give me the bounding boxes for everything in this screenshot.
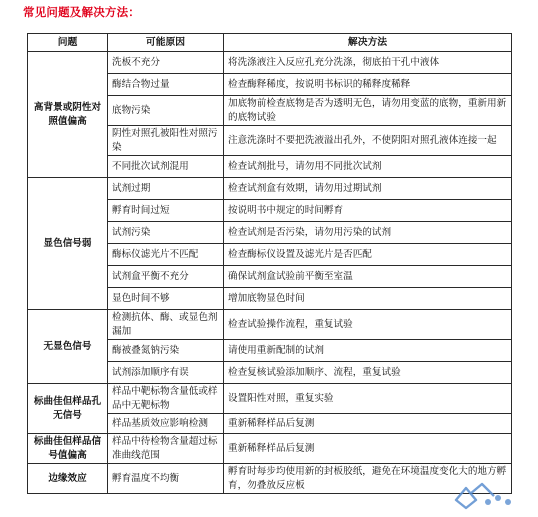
issue-cell: 标曲佳但样品信号值偏高 bbox=[28, 434, 108, 464]
troubleshooting-table bbox=[27, 33, 512, 494]
table-row bbox=[28, 464, 512, 494]
cause-cell: 洗板不充分 bbox=[108, 52, 224, 74]
header-cause: 可能原因 bbox=[108, 34, 224, 52]
cause-cell: 孵育时间过短 bbox=[108, 200, 224, 222]
cause-cell: 底物污染 bbox=[108, 96, 224, 126]
table-row bbox=[28, 52, 512, 74]
solution-cell: 检查试验操作流程，重复试验 bbox=[224, 310, 512, 340]
section-title: 常见问题及解决方法： bbox=[23, 5, 140, 19]
issue-cell: 无显色信号 bbox=[28, 310, 108, 384]
table-row bbox=[28, 310, 512, 340]
cause-cell: 酶结合物过量 bbox=[108, 74, 224, 96]
cause-cell: 酶标仪滤光片不匹配 bbox=[108, 244, 224, 266]
table-row bbox=[28, 434, 512, 464]
solution-cell: 检查复核试验添加顺序、流程，重复试验 bbox=[224, 362, 512, 384]
cause-cell: 酶被叠氮钠污染 bbox=[108, 340, 224, 362]
cause-cell: 样品基质效应影响检测 bbox=[108, 414, 224, 434]
header-issue: 问题 bbox=[28, 34, 108, 52]
solution-cell: 按说明书中规定的时间孵育 bbox=[224, 200, 512, 222]
solution-cell: 增加底物显色时间 bbox=[224, 288, 512, 310]
cause-cell: 显色时间不够 bbox=[108, 288, 224, 310]
cause-cell: 试剂添加顺序有误 bbox=[108, 362, 224, 384]
issue-cell: 高背景或阴性对照值偏高 bbox=[28, 52, 108, 178]
cause-cell: 试剂过期 bbox=[108, 178, 224, 200]
cause-cell: 孵育温度不均衡 bbox=[108, 464, 224, 494]
solution-cell: 重新稀释样品后复测 bbox=[224, 414, 512, 434]
cause-cell: 不同批次试剂混用 bbox=[108, 156, 224, 178]
cause-cell: 试剂盒平衡不充分 bbox=[108, 266, 224, 288]
solution-cell: 设置阳性对照，重复实验 bbox=[224, 384, 512, 414]
cause-cell: 样品中待检物含量超过标准曲线范围 bbox=[108, 434, 224, 464]
solution-cell: 检查试剂批号，请勿用不同批次试剂 bbox=[224, 156, 512, 178]
cause-cell: 阴性对照孔被阳性对照污染 bbox=[108, 126, 224, 156]
solution-cell: 确保试剂盒试验前平衡至室温 bbox=[224, 266, 512, 288]
solution-cell: 检查酶释稀度，按说明书标识的稀释度稀释 bbox=[224, 74, 512, 96]
solution-cell: 检查酶标仪设置及滤光片是否匹配 bbox=[224, 244, 512, 266]
solution-cell: 将洗涤液注入反应孔充分洗涤，彻底拍干孔中液体 bbox=[224, 52, 512, 74]
table-row bbox=[28, 178, 512, 200]
solution-cell: 检查试剂是否污染，请勿用污染的试剂 bbox=[224, 222, 512, 244]
cause-cell: 试剂污染 bbox=[108, 222, 224, 244]
solution-cell: 注意洗涤时不要把洗液溢出孔外，不使阴阳对照孔液体连接一起 bbox=[224, 126, 512, 156]
issue-cell: 边缘效应 bbox=[28, 464, 108, 494]
solution-cell: 检查试剂盒有效期，请勿用过期试剂 bbox=[224, 178, 512, 200]
header-solution: 解决方法 bbox=[224, 34, 512, 52]
solution-cell: 请使用重新配制的试剂 bbox=[224, 340, 512, 362]
issue-cell: 显色信号弱 bbox=[28, 178, 108, 310]
cause-cell: 检测抗体、酶、或显色剂漏加 bbox=[108, 310, 224, 340]
table-row bbox=[28, 384, 512, 414]
solution-cell: 孵育时每步均使用新的封板胶纸，避免在环境温度变化大的地方孵育，勿叠放反应板 bbox=[224, 464, 512, 494]
solution-cell: 重新稀释样品后复测 bbox=[224, 434, 512, 464]
watermark-logo-icon bbox=[448, 478, 528, 514]
issue-cell: 标曲佳但样品孔无信号 bbox=[28, 384, 108, 434]
cause-cell: 样品中靶标物含量低或样品中无靶标物 bbox=[108, 384, 224, 414]
solution-cell: 加底物前检查底物是否为透明无色，请勿用变蓝的底物，重新用新的底物试验 bbox=[224, 96, 512, 126]
header-row bbox=[28, 34, 512, 52]
